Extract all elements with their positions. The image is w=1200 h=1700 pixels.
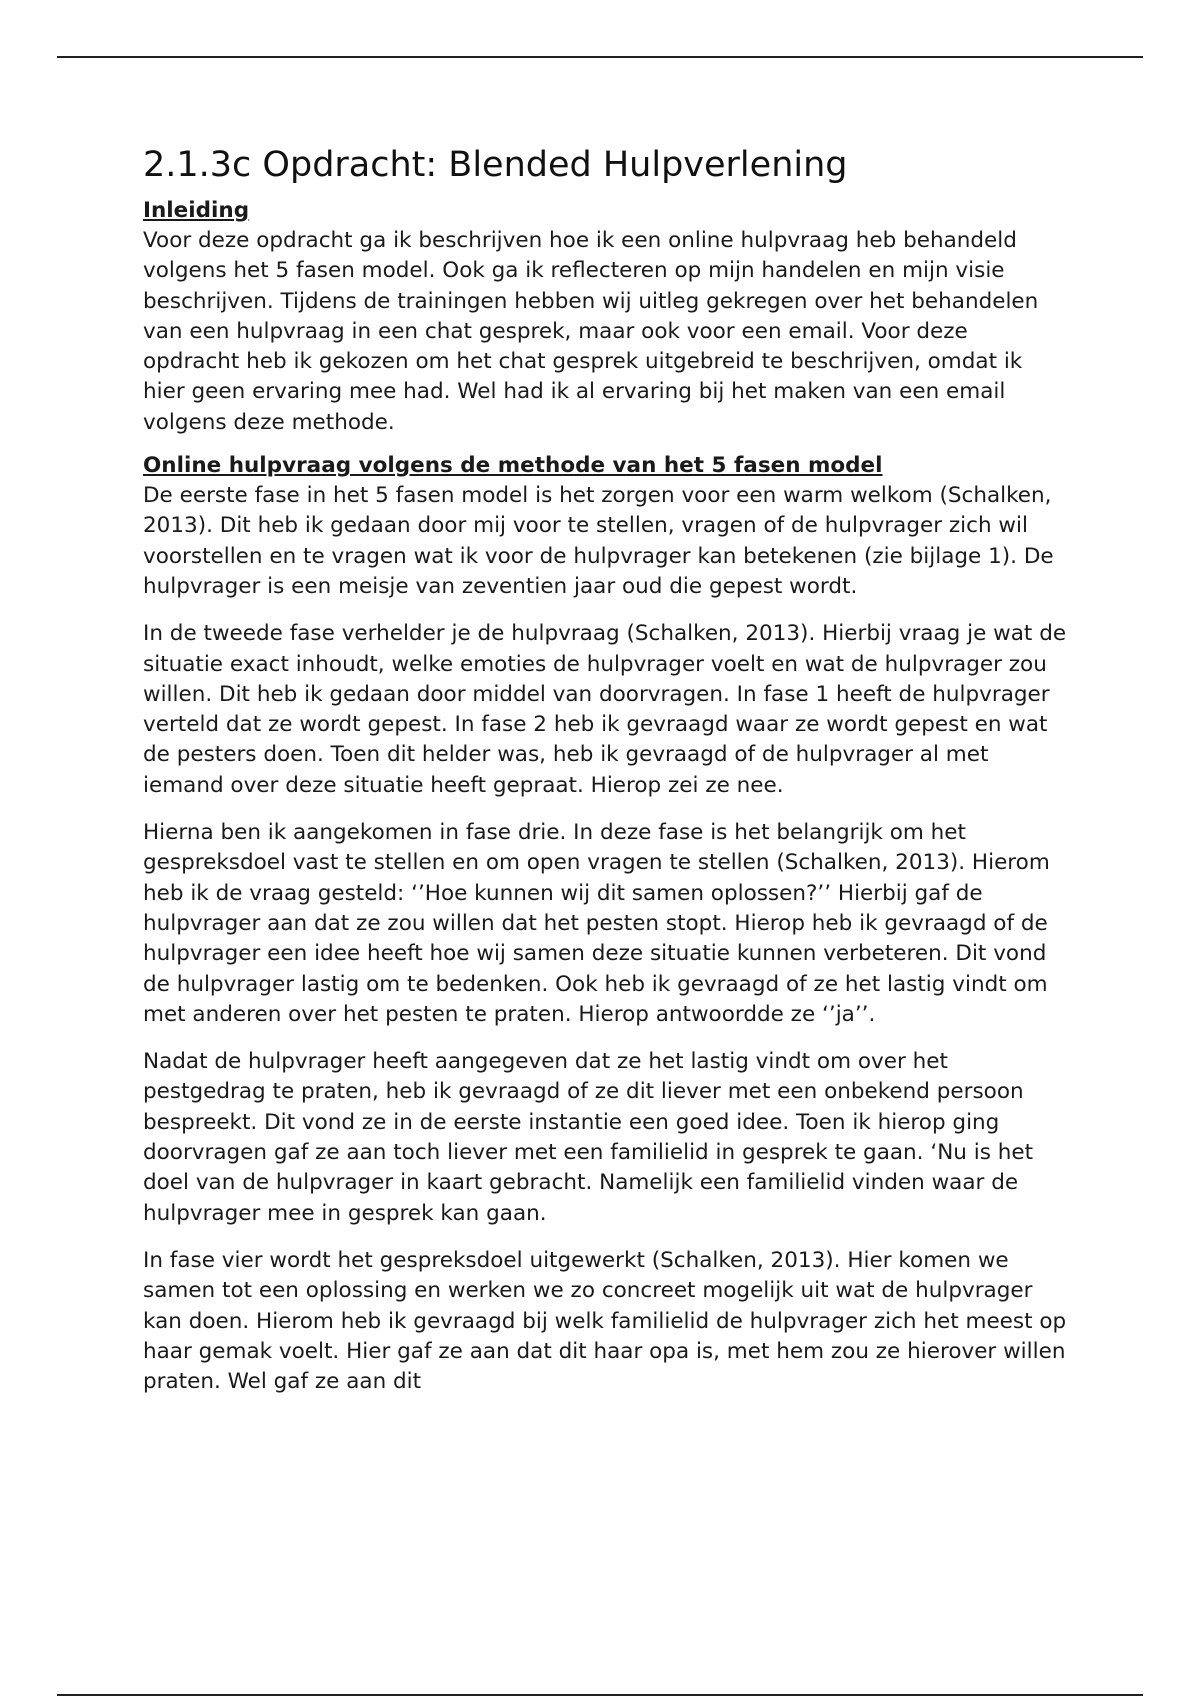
document-body bbox=[143, 138, 1068, 1414]
section-inleiding bbox=[143, 196, 1068, 438]
paragraph: In de tweede fase verhelder je de hulpvraag (Schalken, 2013). Hierbij vraag je wat de situatie exact inhoudt, welke emoties de hulpvrager voelt en wat de hulpvrager zou willen. Dit heb ik gedaan door middel van doorvragen. In fase 1 heeft de hulpvrager verteld dat ze wordt gepest. In fase 2 heb ik gevraagd waar ze wordt gepest en wat de pesters doen. Toen dit helder was, heb ik gevraagd of de hulpvrager al met iemand over deze situatie heeft gepraat. Hierop zei ze nee. bbox=[143, 621, 1067, 798]
paragraph: Nadat de hulpvrager heeft aangegeven dat ze het lastig vindt om over het pestgedrag te praten, heb ik gevraagd of ze dit liever met een onbekend persoon bespreekt. Dit vond ze in de eerste instantie een goed idee. Toen ik hierop ging doorvragen gaf ze aan toch liever met een familielid in gesprek te gaan. ‘Nu is het doel van de hulpvrager in kaart gebracht. Namelijk een familielid vinden waar de hulpvrager mee in gesprek kan gaan. bbox=[143, 1049, 1034, 1226]
section-heading: Inleiding bbox=[143, 198, 250, 223]
bottom-rule bbox=[57, 1694, 1143, 1696]
document-title: 2.1.3c Opdracht: Blended Hulpverlening bbox=[143, 145, 848, 185]
paragraph: In fase vier wordt het gespreksdoel uitgewerkt (Schalken, 2013). Hier komen we samen tot een oplossing en werken we zo concreet mogelijk uit wat de hulpvrager kan doen. Hierom heb ik gevraagd bij welk familielid de hulpvrager zich het meest op haar gemak voelt. Hier gaf ze aan dat dit haar opa is, met hem zou ze hierover willen praten. Wel gaf ze aan dit bbox=[143, 1247, 1067, 1395]
top-rule bbox=[57, 56, 1143, 58]
section-online-hulpvraag bbox=[143, 451, 1068, 1397]
paragraph: Hierna ben ik aangekomen in fase drie. In deze fase is het belangrijk om het gespreksdoel vast te stellen en om open vragen te stellen (Schalken, 2013). Hierom heb ik de vraag gesteld: ‘’Hoe kunnen wij dit samen oplossen?’’ Hierbij gaf de hulpvrager aan dat ze zou willen dat het pesten stopt. Hierop heb ik gevraagd of de hulpvrager een idee heeft hoe wij samen deze situatie kunnen verbeteren. Dit vond de hulpvrager lastig om te bedenken. Ook heb ik gevraagd of ze het lastig vindt om met anderen over het pesten te praten. Hierop antwoordde ze ‘’ja’’. bbox=[143, 820, 1050, 1027]
paragraph: De eerste fase in het 5 fasen model is het zorgen voor een warm welkom (Schalken, 2013). Dit heb ik gedaan door mij voor te stellen, vragen of de hulpvrager zich wil voorstellen en te vragen wat ik voor de hulpvrager kan betekenen (zie bijlage 1). De hulpvrager is een meisje van zeventien jaar oud die gepest wordt. bbox=[143, 483, 1054, 599]
section-heading: Online hulpvraag volgens de methode van het 5 fasen model bbox=[143, 453, 883, 479]
paragraph: Voor deze opdracht ga ik beschrijven hoe ik een online hulpvraag heb behandeld volgens het 5 fasen model. Ook ga ik reflecteren op mijn handelen en mijn visie beschrijven. Tijdens de trainingen hebben wij uitleg gekregen over het behandelen van een hulpvraag in een chat gesprek, maar ook voor een email. Voor deze opdracht heb ik gekozen om het chat gesprek uitgebreid te beschrijven, omdat ik hier geen ervaring mee had. Wel had ik al ervaring bij het maken van een email volgens deze methode. bbox=[143, 228, 1039, 435]
